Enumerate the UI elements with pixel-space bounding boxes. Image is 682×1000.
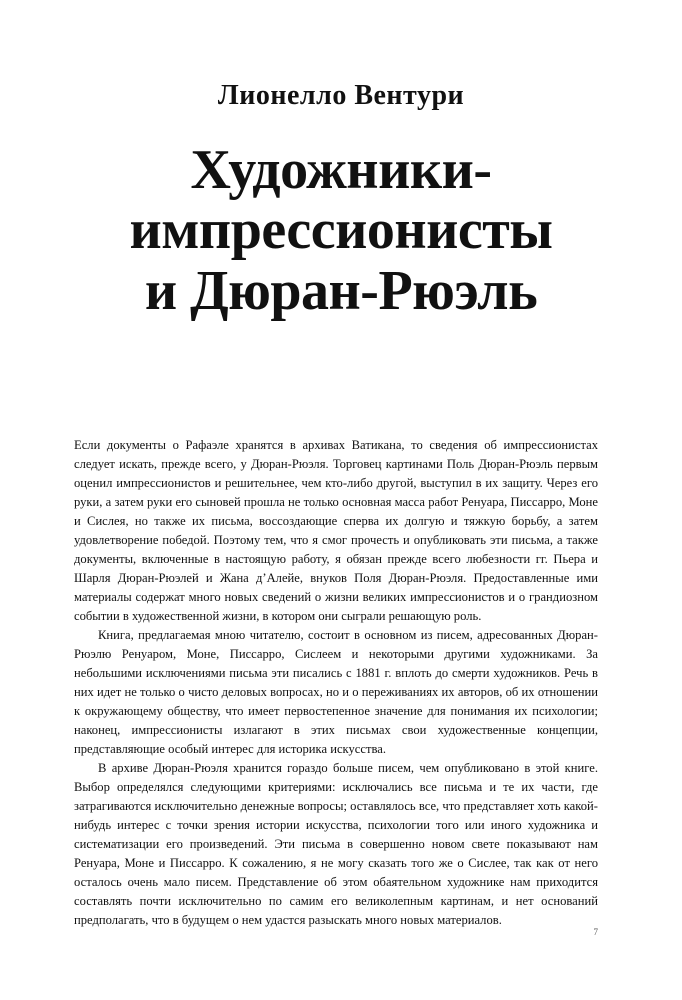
book-title bbox=[0, 140, 682, 321]
title-line: Художники- bbox=[190, 139, 492, 201]
author-name: Лионелло Вентури bbox=[217, 80, 465, 111]
paragraph: Книга, предлагаемая мною читателю, состоит в основном из писем, адресованных Дюран-Рюэлю Ренуаром, Моне, Писсарро, Сислеем и некоторыми другими художниками. За небольшими исключениями письма эти писались с 1881 г. вплоть до смерти художников. Речь в них идет не только о чисто деловых вопросах, но и о переживаниях их авторов, об их отношении к окружающему обществу, что имеет первостепенное значение для понимания их психологии; наконец, импрессионисты излагают в этих письмах свои художественные концепции, представляющие особый интерес для историка искусства. bbox=[74, 628, 598, 756]
body-text bbox=[74, 436, 598, 930]
title-line: и Дюран-Рюэль bbox=[144, 259, 538, 322]
title-line: импрессионисты bbox=[129, 199, 553, 262]
paragraph: Если документы о Рафаэле хранятся в архивах Ватикана, то сведения об импрессионистах следует искать, прежде всего, у Дюран-Рюэля. Торговец картинами Поль Дюран-Рюэль первым оценил импрессионистов и решительнее, чем кто-либо другой, выступил в их защиту. Через его руки, а затем руки его сыновей прошла не только основная масса работ Ренуара, Писсарро, Моне и Сислея, но также их письма, воссоздающие сперва их долгую и тяжкую борьбу, а затем удовлетворение победой. Поэтому тем, что я смог прочесть и опубликовать эти письма, а также документы, включенные в настоящую работу, я обязан прежде всего любезности гг. Пьера и Шарля Дюран-Рюэлей и Жана д’Алейе, внуков Поля Дюран-Рюэля. Предоставленные ими материалы содержат много новых сведений о жизни великих импрессионистов и о грандиозном событии в художественной жизни, в котором они сыграли решающую роль. bbox=[74, 438, 598, 623]
page-number: 7 bbox=[593, 927, 598, 937]
paragraph: В архиве Дюран-Рюэля хранится гораздо больше писем, чем опубликовано в этой книге. Выбор определялся следующими критериями: исключались все письма и те их части, где затрагиваются исключительно денежные вопросы; оставлялось все, что представляет хоть какой-нибудь интерес с точки зрения истории искусства, психологии того или иного художника и систематизации его произведений. Эти письма в совершенно новом свете показывают нам Ренуара, Моне и Писсарро. К сожалению, я не могу сказать того же о Сислее, так как от него осталось очень мало писем. Представление об этом обаятельном художнике нам приходится составлять почти исключительно по самим его великолепным картинам, и нет оснований предполагать, что в будущем о нем удастся разыскать много новых материалов. bbox=[74, 761, 598, 927]
